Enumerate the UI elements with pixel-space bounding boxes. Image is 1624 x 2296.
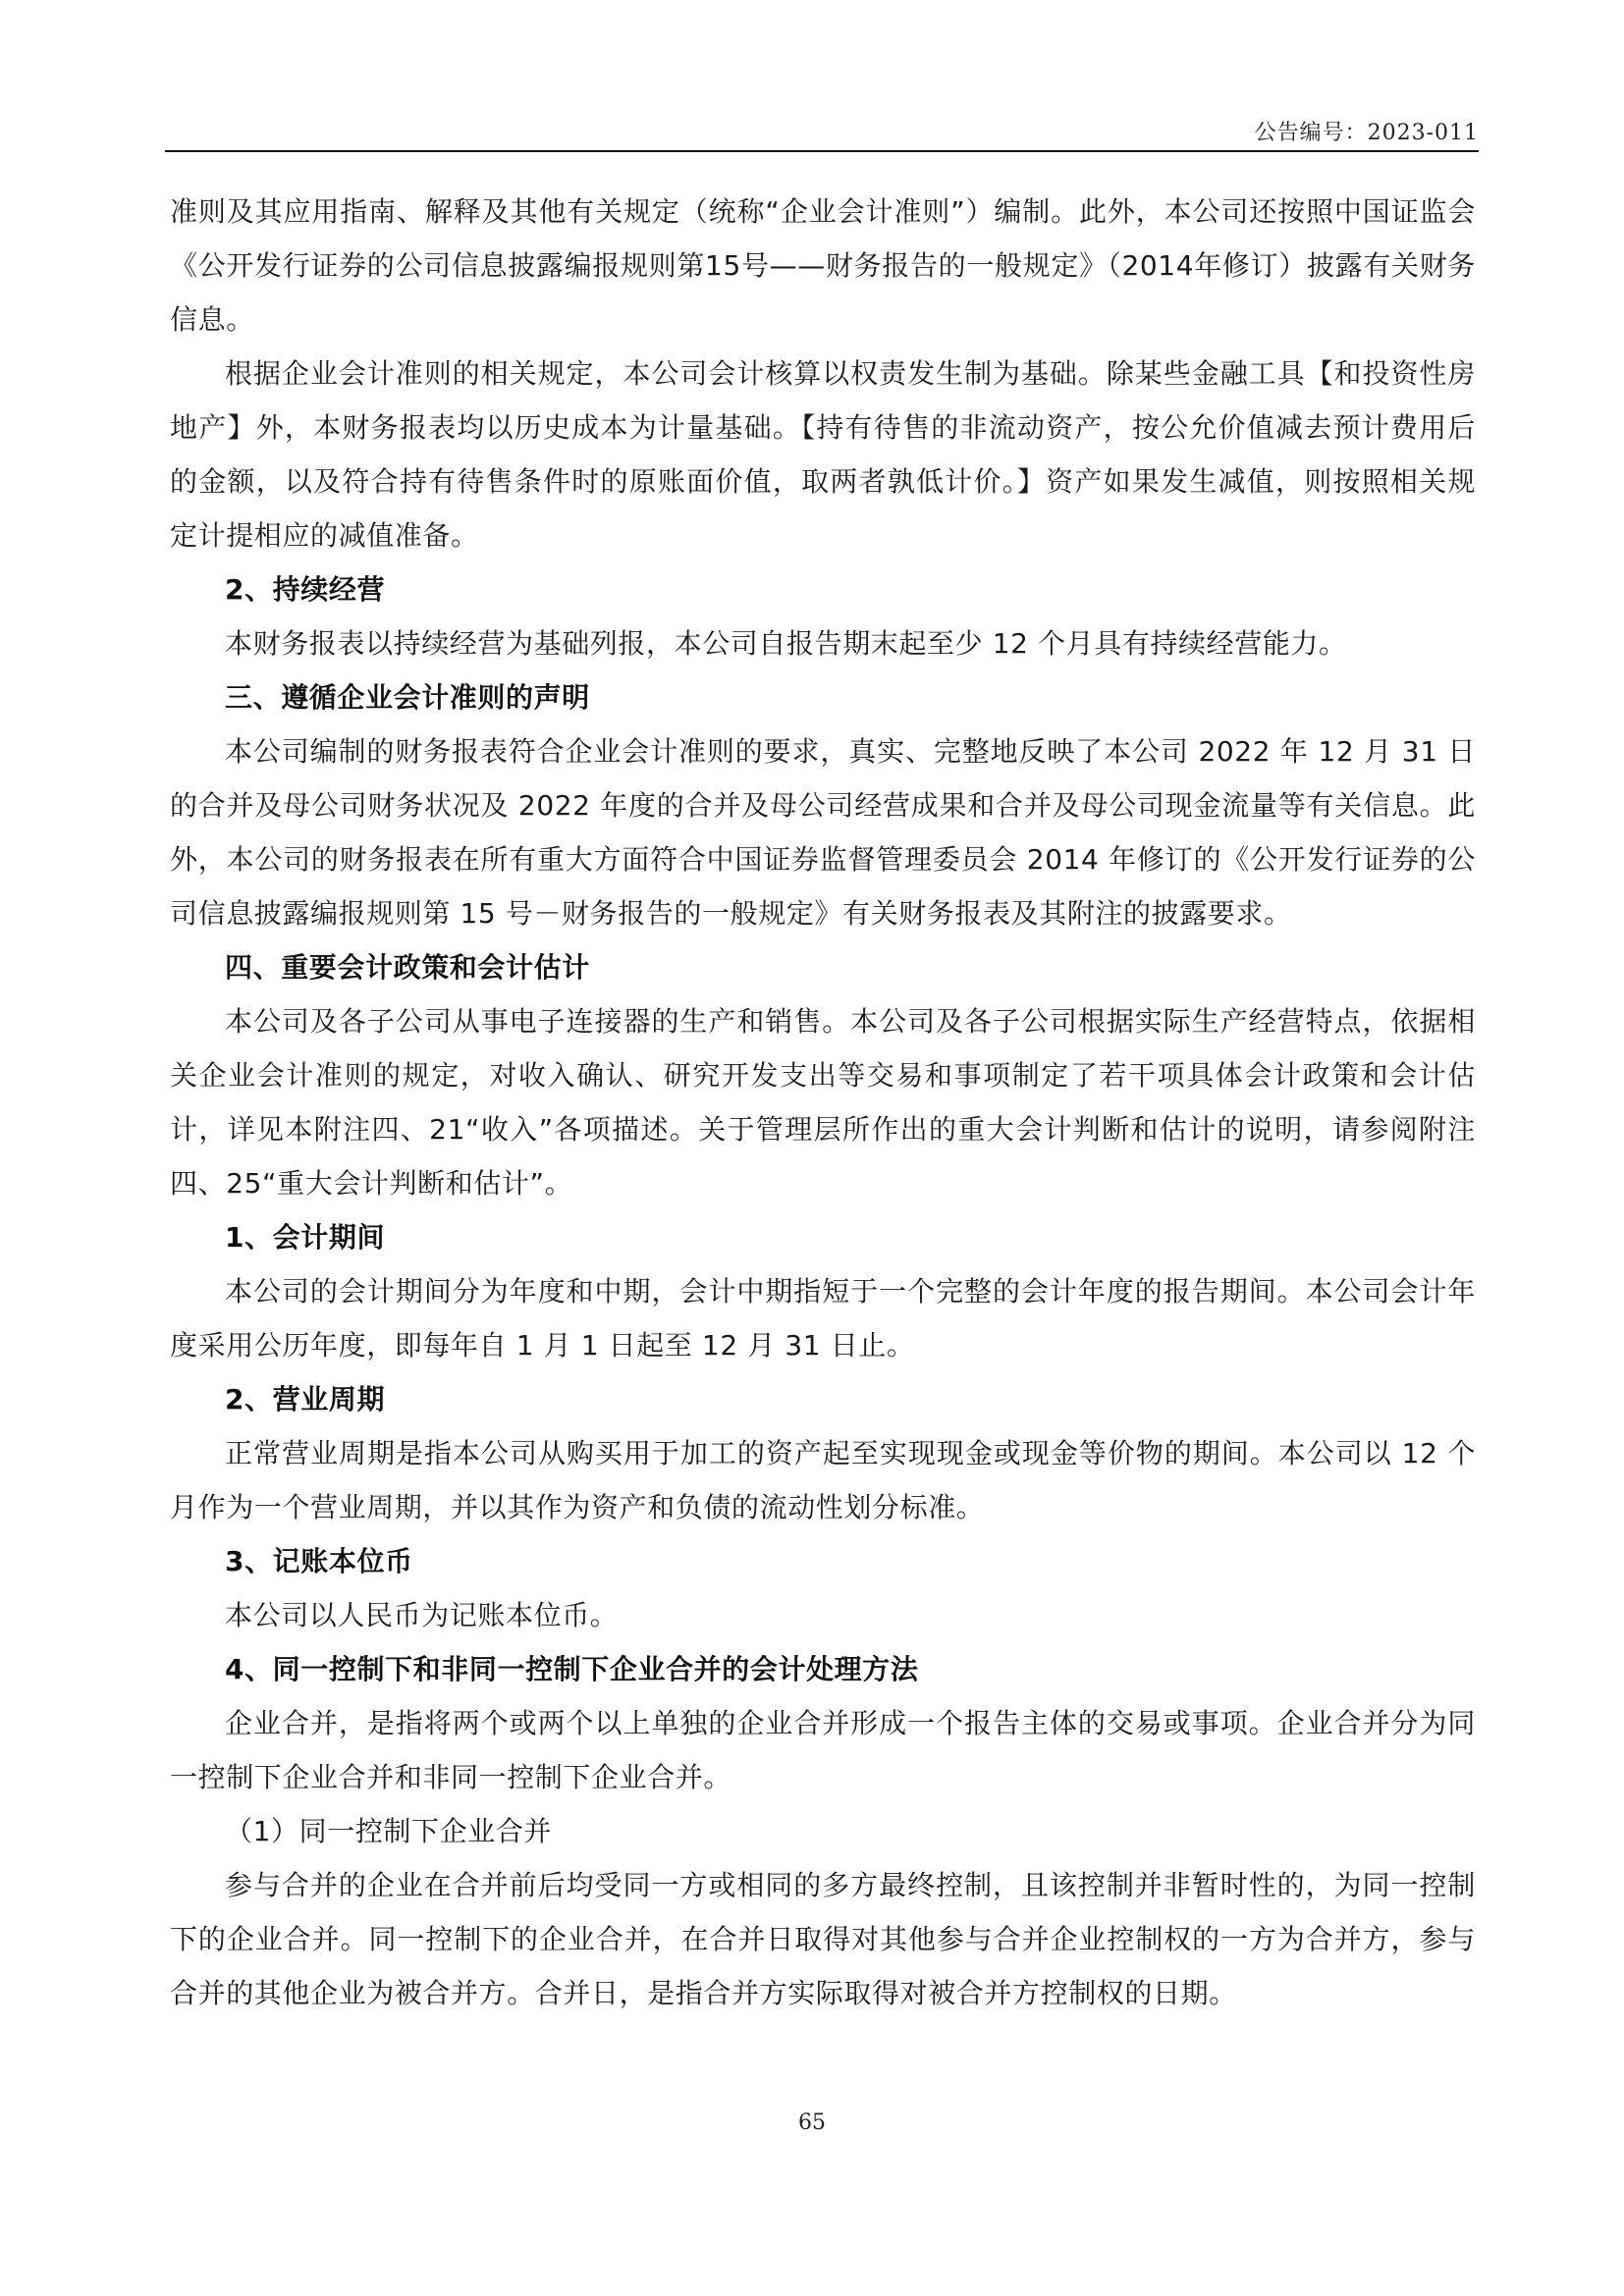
body-paragraph: 根据企业会计准则的相关规定，本公司会计核算以权责发生制为基础。除某些金融工具【和投资性房地产】外，本财务报表均以历史成本为计量基础。【持有待售的非流动资产，按公允价值减去预计费用后的金额，以及符合持有待售条件时的原账面价值，取两者孰低计价。】资产如果发生减值，则按照相关规定计提相应的减值准备。 <box>170 357 1476 552</box>
document-body <box>170 185 1476 2020</box>
body-paragraph: 正常营业周期是指本公司从购买用于加工的资产起至实现现金或现金等价物的期间。本公司以 12 个月作为一个营业周期，并以其作为资产和负债的流动性划分标准。 <box>170 1437 1476 1523</box>
body-paragraph: 本公司及各子公司从事电子连接器的生产和销售。本公司及各子公司根据实际生产经营特点，依据相关企业会计准则的规定，对收入确认、研究开发支出等交易和事项制定了若干项具体会计政策和会计估计，详见本附注四、21“收入”各项描述。关于管理层所作出的重大会计判断和估计的说明，请参阅附注四、25“重大会计判断和估计”。 <box>170 1005 1476 1200</box>
body-paragraph: 本公司编制的财务报表符合企业会计准则的要求，真实、完整地反映了本公司 2022 年 12 月 31 日的合并及母公司财务状况及 2022 年度的合并及母公司经营成果和合并及母公司现金流量等有关信息。此外，本公司的财务报表在所有重大方面符合中国证券监督管理委员会 2014 年修订的《公开发行证券的公司信息披露编报规则第 15 号－财务报告的一般规定》有关财务报表及其附注的披露要求。 <box>170 735 1476 930</box>
body-paragraph: 本财务报表以持续经营为基础列报，本公司自报告期末起至少 12 个月具有持续经营能力。 <box>225 627 1347 660</box>
section-heading: 1、会计期间 <box>225 1221 386 1254</box>
section-heading: 4、同一控制下和非同一控制下企业合并的会计处理方法 <box>225 1653 919 1685</box>
section-heading: 3、记账本位币 <box>225 1545 413 1577</box>
header-divider <box>165 150 1479 152</box>
body-paragraph: 本公司的会计期间分为年度和中期，会计中期指短于一个完整的会计年度的报告期间。本公司会计年度采用公历年度，即每年自 1 月 1 日起至 12 月 31 日止。 <box>170 1275 1476 1362</box>
body-paragraph: 本公司以人民币为记账本位币。 <box>225 1599 619 1631</box>
page-number: 65 <box>798 2110 826 2135</box>
body-paragraph: 企业合并，是指将两个或两个以上单独的企业合并形成一个报告主体的交易或事项。企业合并分为同一控制下企业合并和非同一控制下企业合并。 <box>170 1707 1476 1793</box>
section-heading: 2、持续经营 <box>225 573 386 606</box>
body-paragraph: 准则及其应用指南、解释及其他有关规定（统称“企业会计准则”）编制。此外，本公司还按照中国证监会《公开发行证券的公司信息披露编报规则第15号——财务报告的一般规定》（2014年修订）披露有关财务信息。 <box>170 195 1476 336</box>
section-heading: 三、遵循企业会计准则的声明 <box>225 681 590 714</box>
body-paragraph: 参与合并的企业在合并前后均受同一方或相同的多方最终控制，且该控制并非暂时性的，为同一控制下的企业合并。同一控制下的企业合并，在合并日取得对其他参与合并企业控制权的一方为合并方，参与合并的其他企业为被合并方。合并日，是指合并方实际取得对被合并方控制权的日期。 <box>170 1869 1476 2009</box>
announcement-code: 公告编号：2023-011 <box>1254 121 1479 145</box>
section-heading: 四、重要会计政策和会计估计 <box>225 951 590 984</box>
section-heading: 2、营业周期 <box>225 1383 386 1415</box>
sub-heading: （1）同一控制下企业合并 <box>225 1815 553 1847</box>
